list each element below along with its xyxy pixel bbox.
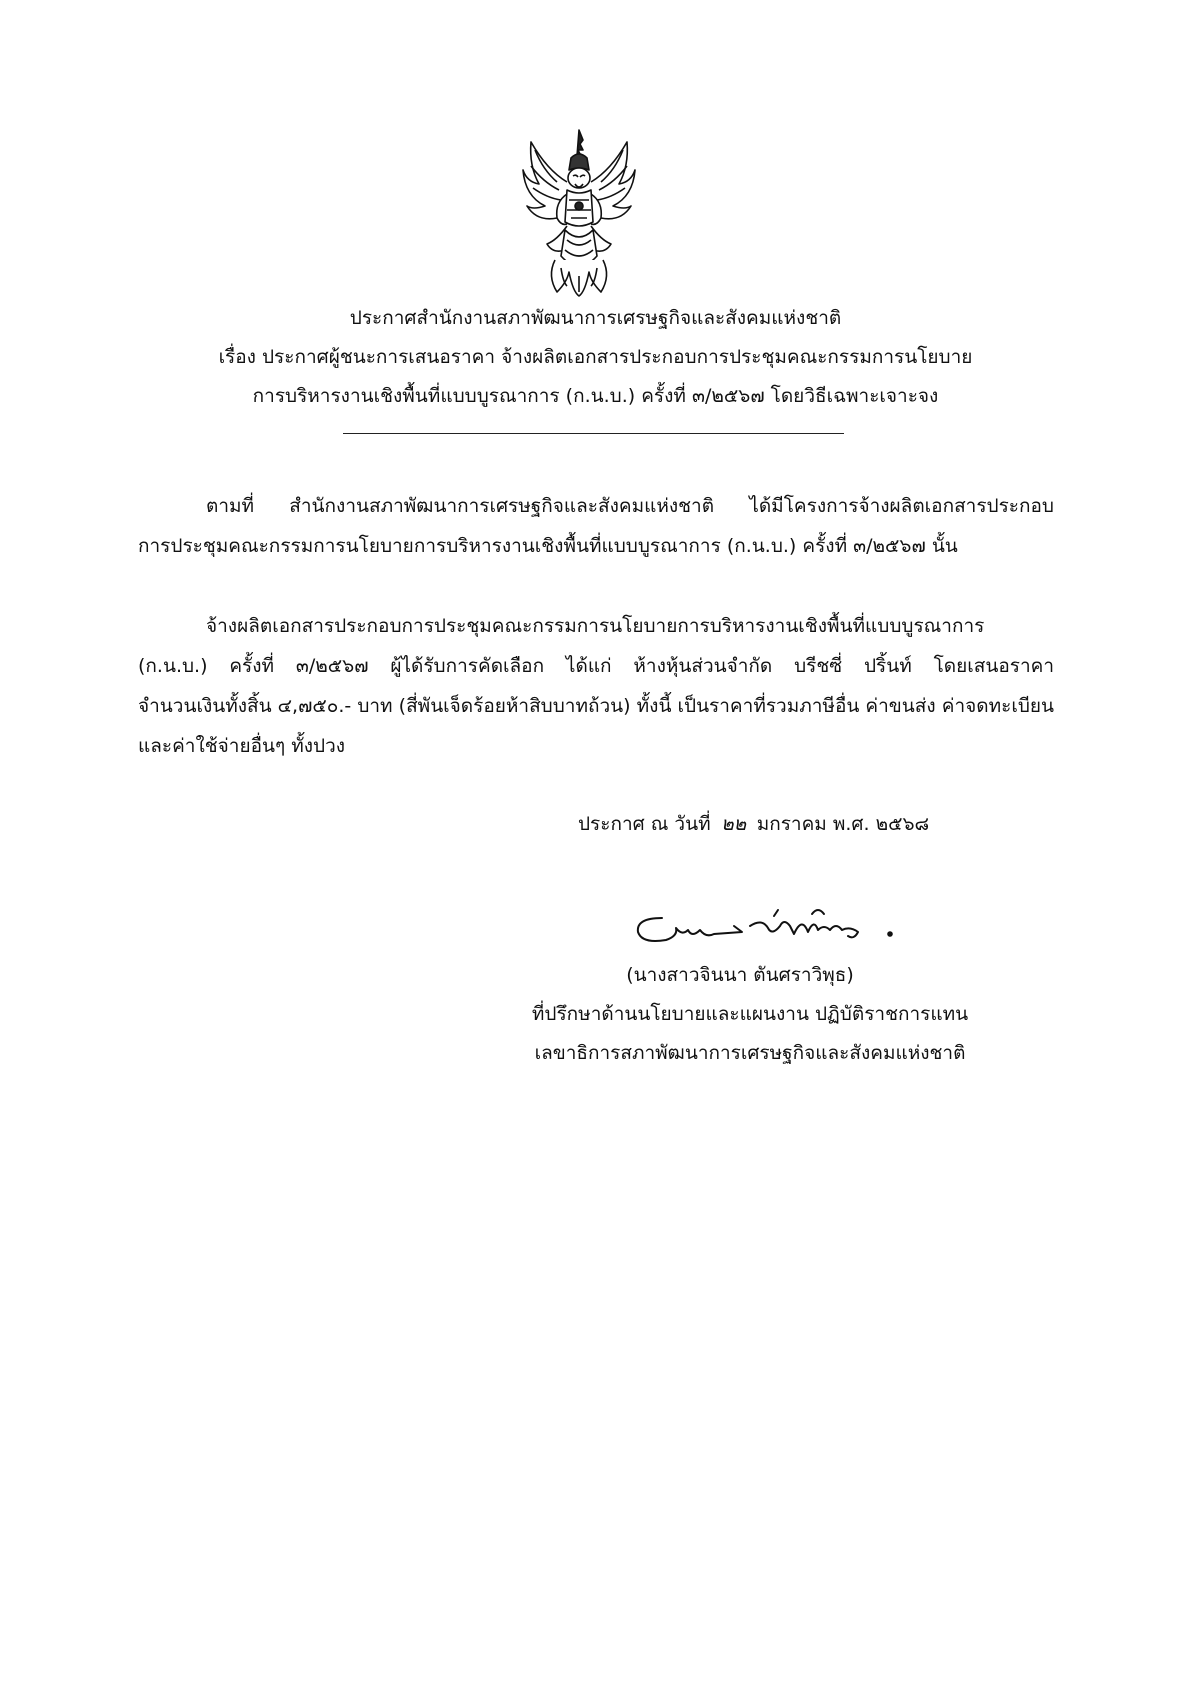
announcement-subject: เรื่อง ประกาศผู้ชนะการเสนอราคา จ้างผลิตเอกสารประกอบการประชุมคณะกรรมการนโยบาย: [218, 346, 973, 368]
date-prefix: ประกาศ ณ วันที่: [578, 813, 711, 835]
signatory-position-line-2: เลขาธิการสภาพัฒนาการเศรษฐกิจและสังคมแห่งชาติ: [534, 1042, 966, 1064]
handwritten-signature: [622, 896, 922, 956]
announcement-date: [578, 812, 929, 836]
paragraph-2-line-1: จ้างผลิตเอกสารประกอบการประชุมคณะกรรมการนโยบายการบริหารงานเชิงพื้นที่แบบบูรณาการ: [206, 615, 985, 637]
paragraph-1-line-2: การประชุมคณะกรรมการนโยบายการบริหารงานเชิงพื้นที่แบบบูรณาการ (ก.น.บ.) ครั้งที่ ๓/๒๕๖๗ นั้น: [138, 535, 958, 557]
paragraph-2-line-2: (ก.น.บ.) ครั้งที่ ๓/๒๕๖๗ ผู้ได้รับการคัดเลือก ได้แก่ ห้างหุ้นส่วนจำกัด บรีชซี่ ปริ้นท์ โดยเสนอราคา: [138, 655, 1054, 677]
header-divider: [343, 433, 844, 434]
date-month-year: มกราคม พ.ศ. ๒๕๖๘: [756, 813, 930, 835]
paragraph-1-line-1: ตามที่ สำนักงานสภาพัฒนาการเศรษฐกิจและสังคมแห่งชาติ ได้มีโครงการจ้างผลิตเอกสารประกอบ: [206, 495, 1054, 517]
announcement-title: ประกาศสำนักงานสภาพัฒนาการเศรษฐกิจและสังคมแห่งชาติ: [349, 307, 842, 329]
announcement-subject-continued: การบริหารงานเชิงพื้นที่แบบบูรณาการ (ก.น.บ.) ครั้งที่ ๓/๒๕๖๗ โดยวิธีเฉพาะเจาะจง: [252, 385, 939, 407]
date-day: ๒๒: [721, 813, 747, 835]
garuda-emblem-icon: [517, 126, 641, 298]
signatory-position-line-1: ที่ปรึกษาด้านนโยบายและแผนงาน ปฏิบัติราชการแทน: [531, 1003, 969, 1025]
paragraph-2-line-4: และค่าใช้จ่ายอื่นๆ ทั้งปวง: [138, 735, 346, 757]
paragraph-2-line-3: จำนวนเงินทั้งสิ้น ๔,๗๕๐.- บาท (สี่พันเจ็ดร้อยห้าสิบบาทถ้วน) ทั้งนี้ เป็นราคาที่รวมภาษีอื่น ค่าขนส่ง ค่าจดทะเบียน: [138, 695, 1054, 717]
signatory-name: (นางสาวจินนา ตันศราวิพุธ): [626, 964, 854, 986]
